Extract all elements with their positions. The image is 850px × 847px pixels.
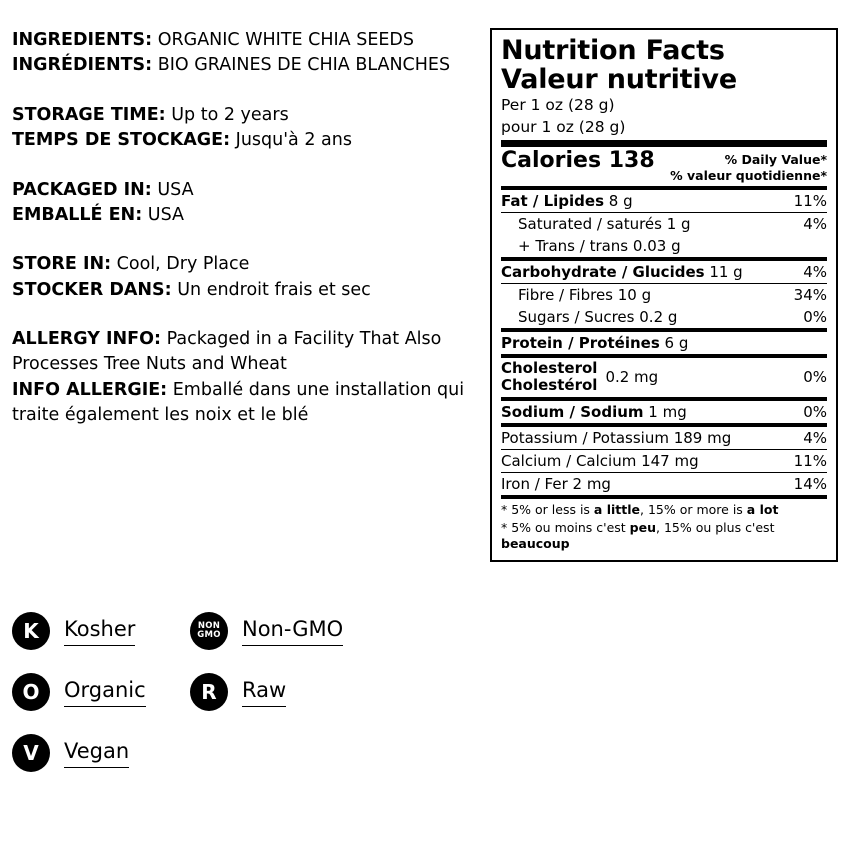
footnote-fr-part2: , 15% ou plus c'est [656,520,775,536]
footnote-fr-bold1: peu [629,520,656,536]
nutrient-amount: 1 g [661,215,691,234]
nutrient-row-saturated [501,213,827,235]
packaged-in-fr [12,203,472,228]
nutrient-amount: 11 g [704,263,743,282]
nutrient-amount: 6 g [659,334,689,353]
nutrient-dv: 34% [793,286,827,305]
badge-vegan-label: Vegan [64,738,129,767]
calories-row [501,147,827,186]
storage-time-block [12,103,472,154]
footnote-fr-part1: * 5% ou moins c'est [501,520,630,536]
nutrient-dv: 11% [793,192,827,211]
nutrient-name [501,237,827,255]
cholesterol-name-en: Cholesterol [501,359,598,378]
nutrient-name-text: Calcium / Calcium 147 mg [501,451,699,470]
nutrient-row-cholesterol [501,358,827,397]
non-gmo-icon: NON GMO [190,612,228,650]
daily-value-header-en: % Daily Value* [724,151,827,167]
packaged-in-block [12,178,472,229]
certification-badges [12,612,472,795]
nutrient-name-text: Potassium / Potassium 189 mg [501,428,732,447]
store-in-fr [12,278,472,303]
footnote-en-part2: , 15% or more is [640,501,747,517]
storage-time-fr [12,128,472,153]
serving-size-en: Per 1 oz (28 g) [501,96,615,115]
store-in-fr-value: Un endroit frais et sec [171,279,371,300]
packaged-in-en-label: PACKAGED IN: [12,179,152,200]
nutrient-row-iron [501,473,827,495]
nutrient-name-text: Sodium / Sodium [501,402,644,421]
serving-size-fr: pour 1 oz (28 g) [501,117,626,136]
ingredients-fr [12,53,472,78]
storage-time-en [12,103,472,128]
divider-thick-1 [501,140,827,147]
allergy-info-fr [12,378,472,429]
nutrient-name [501,308,803,326]
badge-row-1 [12,612,472,650]
footnote-en-bold1: a little [593,501,640,517]
nutrient-name-text: Saturated / saturés [518,215,662,234]
storage-time-en-label: STORAGE TIME: [12,104,166,125]
ingredients-en-value: ORGANIC WHITE CHIA SEEDS [152,30,415,50]
nutrient-dv: 4% [803,263,827,282]
packaged-in-fr-label: EMBALLÉ EN: [12,204,143,225]
packaged-in-fr-value: USA [142,204,184,225]
vegan-icon: V [12,734,50,772]
nutrient-dv: 4% [803,428,827,447]
badge-kosher-label: Kosher [64,616,135,645]
store-in-block [12,252,472,303]
nutrient-row-potassium [501,427,827,449]
nutrient-row-trans [501,235,827,257]
packaged-in-en [12,178,472,203]
nutrient-name [501,286,794,304]
ingredients-en-label: INGREDIENTS: [12,30,153,50]
storage-time-fr-label: TEMPS DE STOCKAGE: [12,130,231,151]
ingredients-en [12,28,472,53]
nutrient-name-text: Fibre / Fibres [518,286,613,305]
nutrient-name [501,403,803,421]
cholesterol-amount: 0.2 mg [605,368,659,387]
nutrient-row-fat [501,190,827,212]
allergy-info-en [12,327,472,378]
nutrient-dv: 11% [793,451,827,470]
storage-time-en-value: Up to 2 years [165,104,289,125]
nutrient-amount: 8 g [604,192,633,211]
store-in-en [12,252,472,277]
badge-non-gmo [190,612,343,650]
ingredients-fr-value: BIO GRAINES DE CHIA BLANCHES [152,55,451,76]
badge-kosher [12,612,190,650]
nutrient-name-text: + Trans / trans [518,237,629,256]
nutrient-row-sodium [501,401,827,423]
nutrition-facts-panel [490,28,838,562]
nutrient-dv: 0% [803,402,827,421]
badge-row-2 [12,673,472,711]
footnote-fr [501,517,827,551]
nutrient-amount: 0.03 g [628,237,681,256]
store-in-en-label: STORE IN: [12,254,112,275]
badge-row-3 [12,734,472,772]
footnote-en [501,499,827,518]
nutrient-name-text: Sugars / Sucres [518,308,635,327]
footnote-fr-part3: beaucoup [501,535,570,551]
nutrition-title-en: Nutrition Facts [501,35,725,66]
organic-icon: O [12,673,50,711]
cholesterol-name-fr: Cholestérol [501,376,598,395]
nutrient-dv: 4% [803,215,827,234]
badge-raw [190,673,286,711]
raw-icon: R [190,673,228,711]
badge-non-gmo-label: Non-GMO [242,616,343,645]
store-in-en-value: Cool, Dry Place [111,254,250,275]
ingredients-fr-label: INGRÉDIENTS: [12,55,153,76]
nutrient-row-fibre [501,284,827,306]
allergy-info-fr-value: Emballé dans une installation qui traite également les noix et le blé [12,379,465,426]
kosher-icon: K [12,612,50,650]
packaged-in-en-value: USA [151,179,194,200]
badge-organic-label: Organic [64,677,146,706]
daily-value-header-fr: % valeur quotidienne* [670,167,827,183]
allergy-info-block [12,327,472,429]
allergy-info-en-value: Packaged in a Facility That Also Processes Tree Nuts and Wheat [12,329,442,375]
product-info-column [12,28,472,429]
badge-vegan [12,734,190,772]
nutrient-amount: 10 g [613,286,652,305]
nutrient-name [501,215,803,233]
nutrient-name-text: Iron / Fer 2 mg [501,474,611,493]
nutrient-name [501,192,794,210]
storage-time-fr-value: Jusqu'à 2 ans [230,130,352,151]
nutrient-dv: 0% [803,308,827,327]
nutrition-title-fr: Valeur nutritive [501,63,737,95]
nutrient-row-carbohydrate [501,261,827,283]
nutrient-name-text: Protein / Protéines [501,334,660,353]
store-in-fr-label: STOCKER DANS: [12,279,172,300]
badge-organic [12,673,190,711]
ingredients-block [12,28,472,79]
nutrient-name [501,334,827,352]
footnote-en-part1: * 5% or less is [501,501,594,517]
nutrient-dv: 14% [793,474,827,493]
nutrient-name-text: Fat / Lipides [501,192,605,211]
cholesterol-names [501,360,597,395]
nutrient-row-protein [501,332,827,354]
nutrient-name [501,263,803,281]
footnote-en-bold2: a lot [746,501,779,517]
nutrient-row-sugars [501,306,827,328]
allergy-info-fr-label: INFO ALLERGIE: [12,379,168,400]
allergy-info-en-label: ALLERGY INFO: [12,329,162,349]
badge-raw-label: Raw [242,677,286,706]
calories-label: Calories 138 [501,147,655,173]
nutrient-row-calcium [501,450,827,472]
nutrient-name-text: Carbohydrate / Glucides [501,263,705,282]
cholesterol-dv: 0% [803,368,827,387]
nutrient-amount: 1 mg [643,402,687,421]
nutrient-amount: 0.2 g [634,308,678,327]
daily-value-header [670,149,827,183]
